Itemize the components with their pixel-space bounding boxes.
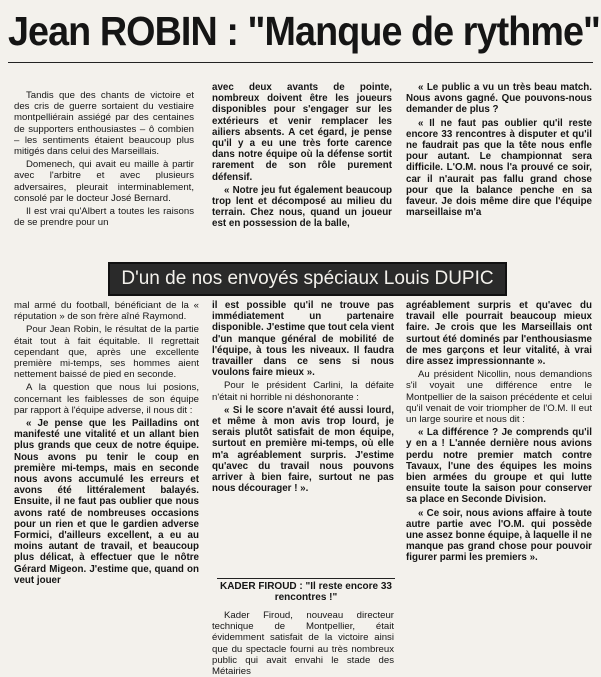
paragraph: Il est vrai qu'Albert a toutes les raisons de se prendre pour un [14, 206, 194, 229]
column-top-1 [14, 90, 194, 256]
paragraph: « Si le score n'avait été aussi lourd, et même à mon avis trop lourd, je serais plutôt satisfait de mon équipe, surtout en première mi-temps, où elle m'a agréablement surpris. J'estime qu'avec du travail nous pouvons arriver à bien faire, surtout ne pas nous décourager ! ». [212, 404, 394, 495]
paragraph: mal armé du football, bénéficiant de la « réputation » de son frère aîné Raymond. [14, 300, 199, 323]
headline: Jean ROBIN : "Manque de rythme" [8, 8, 601, 54]
column-bottom-2 [212, 300, 394, 574]
paragraph: « La différence ? Je comprends qu'il y en a ! L'année dernière nous avions perdu notre premier match contre Tavaux, l'une des équipes les moins bien armées du groupe et qui lutte ensuite toute la saison pour conserver sa place en Seconde Division. [406, 427, 592, 506]
paragraph: Domenech, qui avait eu maille à partir avec l'arbitre et avec plusieurs adversaires, pleurait interminablement, consolé par le docteur José Bernard. [14, 159, 194, 204]
paragraph: Kader Firoud, nouveau directeur technique de Montpellier, était évidemment satisfait de la victoire ainsi que du spectacle fourni au très nombreux public qui avait envahi le stade des Métairies [212, 610, 394, 677]
column-top-3 [406, 82, 592, 256]
column-bottom-1 [14, 300, 199, 666]
paragraph: Au président Nicollin, nous demandions s'il voyait une différence entre le Montpellier de la saison précédente et celui qu'il venait de voir triompher de l'O.M. Il eut un large sourire et nous dit : [406, 369, 592, 426]
paragraph: Pour le président Carlini, la défaite n'était ni horrible ni déshonorante : [212, 380, 394, 403]
paragraph: agréablement surpris et qu'avec du travail elle pourrait beaucoup mieux faire. Je crois que les Marseillais ont surtout été dominés par l'enthousiasme de mes garçons et leur vitalité, à vrai dire assez impressionnante ». [406, 300, 592, 368]
paragraph: Tandis que des chants de victoire et des cris de guerre sortaient du vestiaire montpelliérain assiégé par des centaines de supporters enthousiastes – ô combien – les sentiments étaient beaucoup plus mitigés dans celui des Marseillais. [14, 90, 194, 158]
headline-rule [8, 62, 593, 63]
paragraph: « Je pense que les Pailladins ont manifesté une vitalité et un allant bien plus grands que ceux de notre équipe. Nous avons pu tenir le coup en première mi-temps, mais en seconde nous avons accumulé les erreurs et avons été littéralement balayés. Ensuite, il ne faut pas oublier que nous avons raté de nombreuses occasions pour un rien et que le gardien adverse Formici, d'ailleurs excellent, a eu au moins autant de travail, et beaucoup plus délicat, à effectuer que le nôtre Gérard Migeon. J'estime que, quand on veut jouer [14, 418, 199, 586]
subhead: KADER FIROUD : "Il reste encore 33 rencontres !" [217, 578, 395, 603]
column-bottom-2b [212, 610, 394, 677]
paragraph: il est possible qu'il ne trouve pas immédiatement un partenaire disponible. J'estime que tout cela vient d'un manque général de mobilité de l'équipe, à tous les niveaux. Il faudra travailler dans ce sens si nous voulons faire mieux ». [212, 300, 394, 379]
byline-banner: D'un de nos envoyés spéciaux Louis DUPIC [108, 262, 507, 296]
paragraph: « Notre jeu fut également beaucoup trop lent et décomposé au milieu du terrain. Chez nous, quand un joueur est en possession de la balle, [212, 184, 392, 230]
column-top-2 [212, 82, 392, 256]
paragraph: A la question que nous lui posions, concernant les faiblesses de son équipe par rapport à l'équipe adverse, il nous dit : [14, 382, 199, 416]
paragraph: « Ce soir, nous avions affaire à toute autre partie avec l'O.M. qui possède une assez bonne équipe, à laquelle il ne manque pas grand chose pour pouvoir figurer parmi les premiers ». [406, 507, 592, 564]
paragraph: Pour Jean Robin, le résultat de la partie était tout à fait équitable. Il regrettait cependant que, après une excellente première mi-temps, ses hommes aient nettement baissé de pied en seconde. [14, 324, 199, 381]
paragraph: « Le public a vu un très beau match. Nous avons gagné. Que pouvons-nous demander de plus ? [406, 82, 592, 116]
column-bottom-3 [406, 300, 592, 666]
paragraph: avec deux avants de pointe, nombreux doivent être les joueurs disponibles pour s'engager sur les extérieurs et venir remplacer les ailiers absents. A cet égard, je pense qu'il y a eu une très forte carence dans notre équipe où la défense sortit rarement de son rôle purement défensif. [212, 82, 392, 183]
paragraph: « Il ne faut pas oublier qu'il reste encore 33 rencontres à disputer et qu'il ne faudrait pas que la tête nous enfle pour autant. Le championnat sera difficile. L'O.M. nous l'a prouvé ce soir, car il n'aurait pas fallu grand chose pour que la balance penche en sa faveur. Je dois même dire que l'équipe marseillaise m'a [406, 117, 592, 219]
